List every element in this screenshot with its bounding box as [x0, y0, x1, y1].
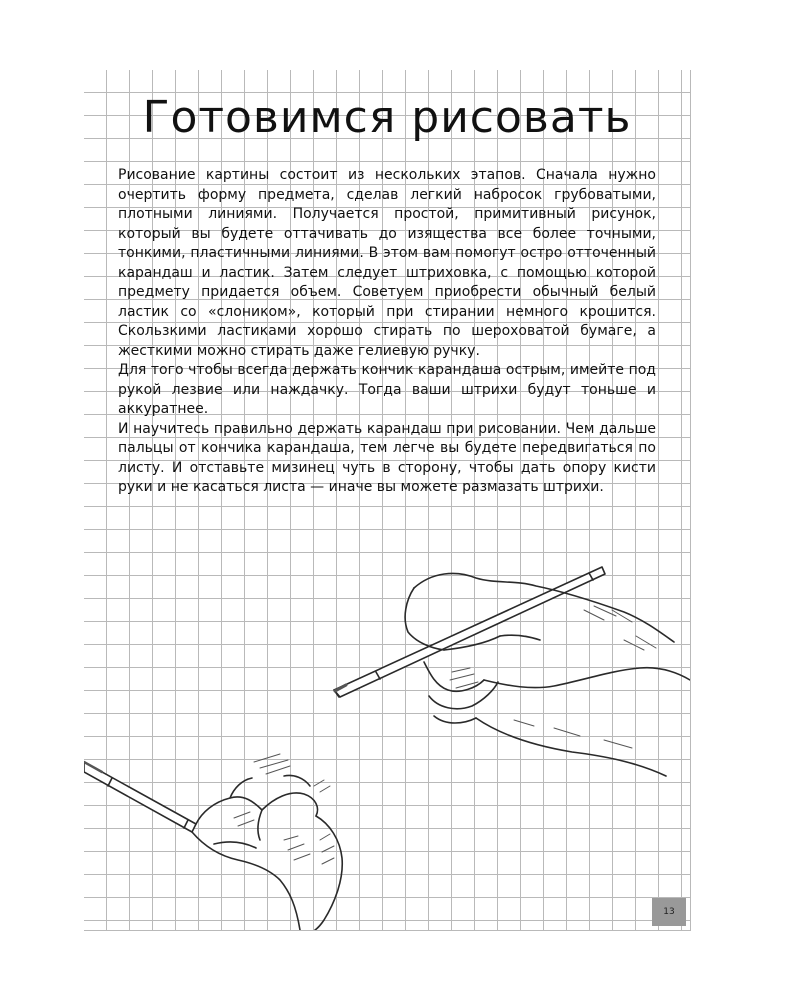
- body-text: [118, 166, 656, 498]
- page-title: Готовимся рисовать: [142, 92, 632, 143]
- paragraph: И научитесь правильно держать карандаш при рисовании. Чем дальше пальцы от кончика карандаша, тем легче вы будете передвигаться по листу. И отставьте мизинец чуть в сторону, чтобы дать опору кисти руки и не касаться листа — иначе вы можете размазать штрихи.: [118, 420, 656, 495]
- paragraph: Для того чтобы всегда держать кончик карандаша острым, имейте под рукой лезвие или наждачку. Тогда ваши штрихи будут тоньше и аккуратнее.: [118, 362, 656, 417]
- grid-page: [84, 70, 691, 931]
- lower-hand-drawing: [84, 754, 342, 930]
- hands-illustration: [84, 540, 690, 930]
- page-number: 13: [652, 898, 686, 926]
- upper-hand-drawing: [334, 567, 690, 776]
- upper-pencil: [334, 567, 605, 697]
- paragraph: Рисование картины состоит из нескольких этапов. Сначала нужно очертить форму предмета, сделав легкий набросок грубоватыми, плотными линиями. Получается простой, примитивный рисунок, который вы будете оттачивать до изящества все более точными, тонкими, пластичными линиями. В этом вам помогут остро отточенный карандаш и ластик. Затем следует штриховка, с помощью которой предмету придается объем. Советуем приобрести обычный белый ластик со «слоником», который при стирании немного крошится. Скользкими ластиками хорошо стирать по шероховатой бумаге, а жесткими можно стирать даже гелиевую ручку.: [118, 167, 656, 359]
